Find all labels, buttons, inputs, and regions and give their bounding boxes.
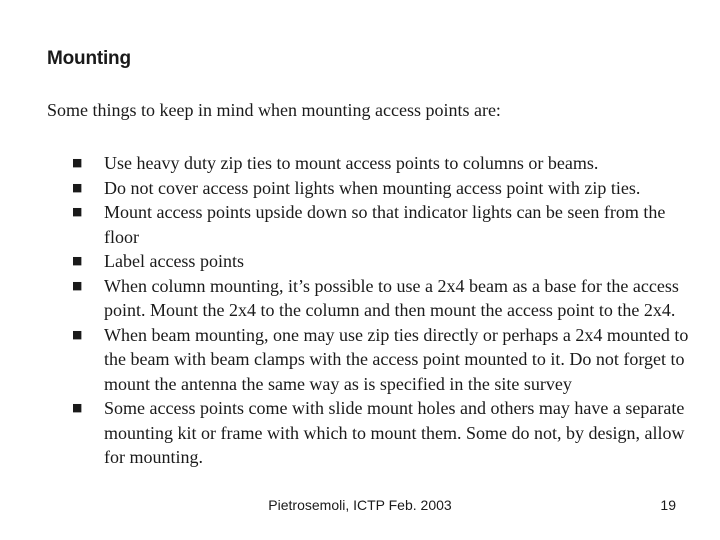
footer-credit: Pietrosemoli, ICTP Feb. 2003 — [268, 497, 452, 513]
square-bullet-icon: ■ — [72, 327, 83, 341]
square-bullet-icon: ■ — [72, 205, 83, 218]
bullet-text: Mount access points upside down so that indicator lights can be seen from the floor — [104, 202, 666, 247]
slide-heading: Mounting — [47, 48, 131, 69]
square-bullet-icon: ■ — [72, 254, 83, 267]
bullet-item — [72, 200, 690, 249]
square-bullet-icon: ■ — [72, 156, 83, 169]
square-bullet-icon: ■ — [72, 278, 83, 292]
bullet-item — [72, 323, 690, 397]
bullet-text: Do not cover access point lights when mounting access point with zip ties. — [104, 177, 641, 198]
bullet-text: Use heavy duty zip ties to mount access points to columns or beams. — [104, 153, 599, 173]
bullet-text: Label access points — [104, 251, 244, 271]
bullet-item — [72, 274, 690, 323]
bullet-text: Some access points come with slide mount holes and others may have a separate mounting kit or frame with which to mount them. Some do not, by design, allow for mounting. — [104, 398, 685, 467]
page-number: 19 — [660, 497, 676, 513]
bullet-item — [72, 249, 690, 274]
bullet-list — [72, 151, 690, 470]
bullet-text: When column mounting, it’s possible to use a 2x4 beam as a base for the access point. Mount the 2x4 to the column and then mount the access point to the 2x4. — [104, 275, 679, 320]
bullet-item — [72, 176, 690, 201]
square-bullet-icon: ■ — [72, 401, 83, 414]
bullet-item — [72, 396, 690, 470]
bullet-text: When beam mounting, one may use zip ties directly or perhaps a 2x4 mounted to the beam with beam clamps with the access point mounted to it. Do not forget to mount the antenna the same way as is specified in the site survey — [104, 324, 689, 394]
intro-text: Some things to keep in mind when mounting access points are: — [47, 100, 501, 120]
square-bullet-icon: ■ — [72, 180, 83, 194]
bullet-item — [72, 151, 690, 176]
